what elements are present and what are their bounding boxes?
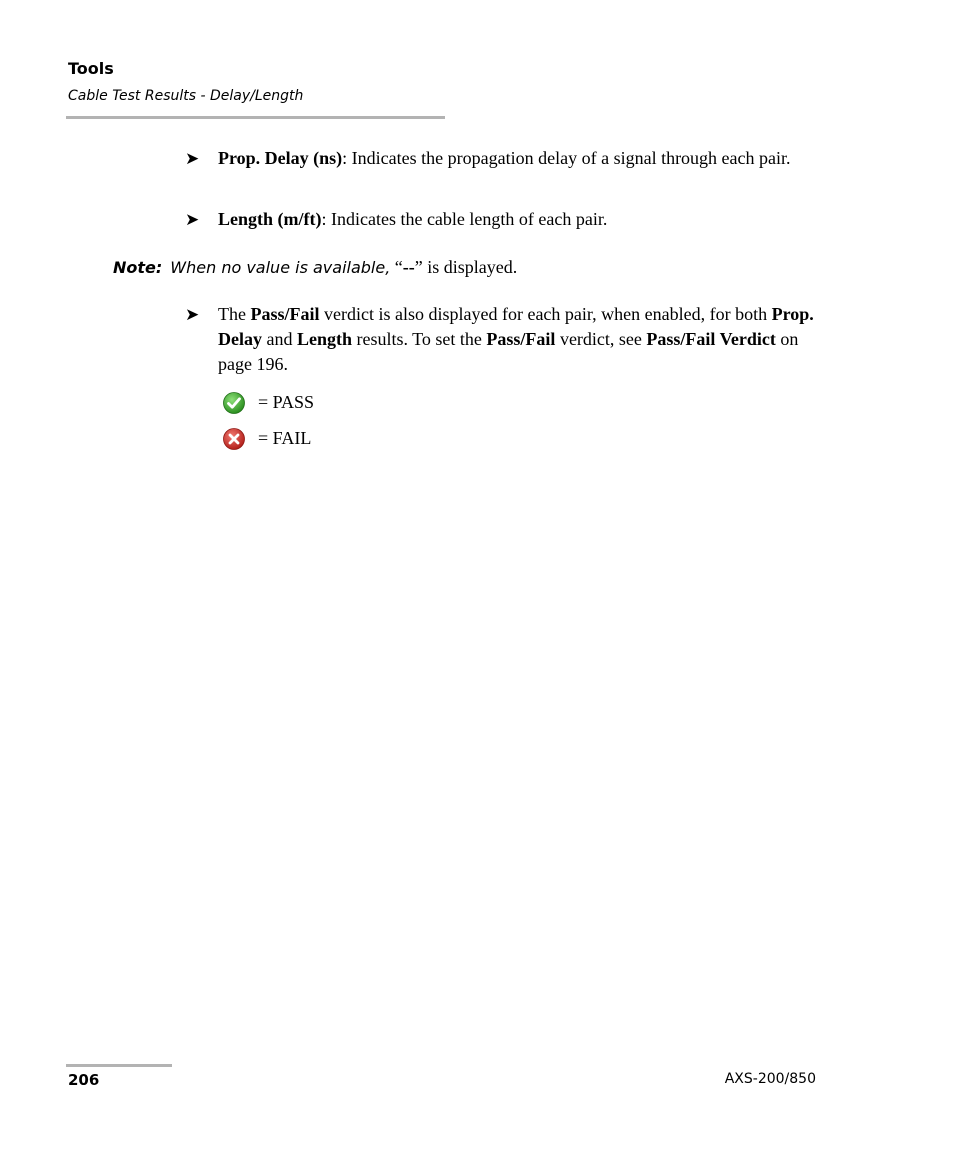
section-subtitle: Cable Test Results - Delay/Length: [68, 88, 304, 104]
bullet-term: Length (m/ft): [218, 209, 322, 229]
note-dash: --: [402, 257, 415, 277]
legend-pass-label: = PASS: [258, 392, 315, 412]
legend-fail-label: = FAIL: [258, 428, 312, 448]
text-run: The: [218, 304, 251, 324]
text-run: verdict is also displayed for each pair, when enabled, for both: [319, 304, 772, 324]
pass-check-icon: [222, 391, 246, 415]
bold-term: Pass/Fail: [486, 329, 556, 349]
bullet-text: [218, 146, 818, 171]
product-model: AXS-200/850: [724, 1071, 816, 1087]
section-title: Tools: [68, 59, 114, 78]
bullet-text: [218, 302, 818, 377]
bullet-arrow-icon: ➤: [185, 305, 200, 324]
bullet-description: : Indicates the propagation delay of a signal through each pair.: [342, 148, 791, 168]
bullet-arrow-icon: ➤: [185, 149, 200, 168]
text-run: results. To set the: [352, 329, 487, 349]
note: [113, 255, 517, 280]
text-run: and: [262, 329, 297, 349]
bullet-description: : Indicates the cable length of each pair.: [321, 209, 608, 229]
bullet-length: [185, 207, 825, 232]
note-label: Note:: [113, 258, 163, 277]
bullet-prop-delay: [185, 146, 825, 196]
note-quote-open: “: [394, 257, 403, 277]
text-run: verdict, see: [555, 329, 647, 349]
bullet-pass-fail: [185, 302, 825, 377]
note-tail: ” is displayed.: [414, 257, 518, 277]
bold-term: Length: [297, 329, 353, 349]
footer-divider: [66, 1064, 172, 1067]
bullet-arrow-icon: ➤: [185, 210, 200, 229]
bullet-term: Prop. Delay (ns): [218, 148, 343, 168]
bullet-text: [218, 207, 818, 232]
text-run: on page 196.: [218, 329, 799, 374]
note-italic-text: When no value is available,: [170, 258, 391, 277]
page-number: 206: [68, 1071, 100, 1089]
bold-term: Prop. Delay: [218, 304, 814, 349]
bold-term: Pass/Fail: [250, 304, 320, 324]
fail-x-icon: [222, 427, 246, 451]
header-divider: [66, 116, 445, 119]
pass-fail-verdict-reference: Pass/Fail Verdict: [646, 329, 776, 349]
